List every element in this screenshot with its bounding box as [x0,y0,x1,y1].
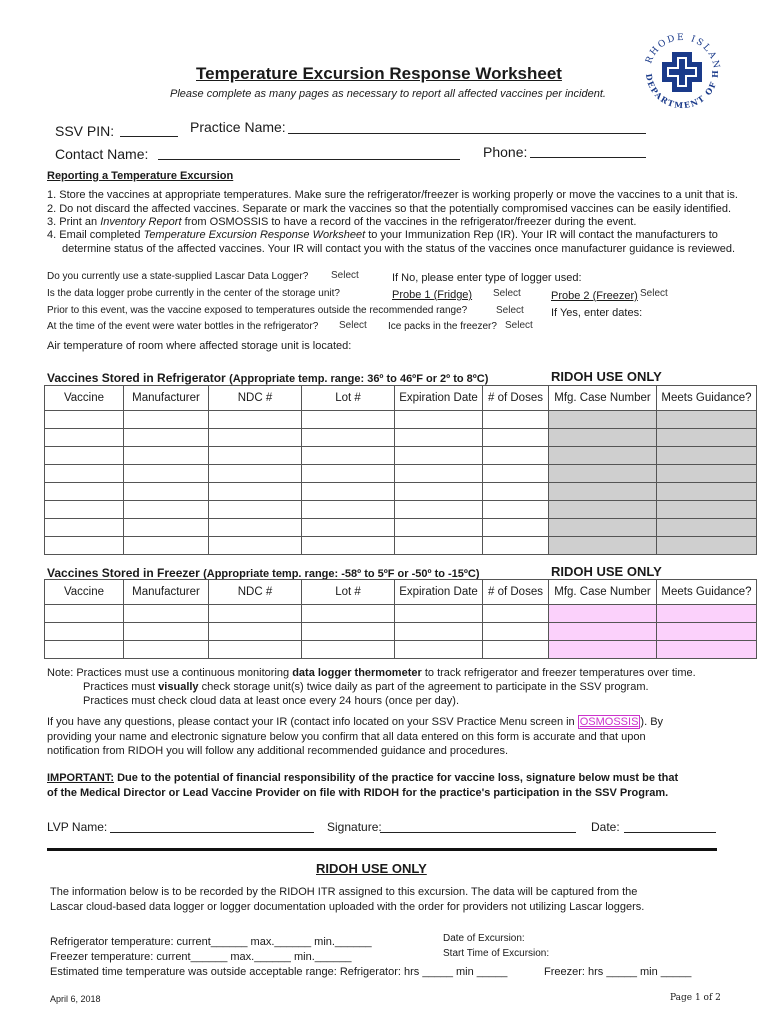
prior-exposure-select[interactable]: Select [496,305,524,316]
start-time-label: Start Time of Excursion: [443,948,550,959]
col-lot: Lot # [302,386,395,411]
questions-line-1: If you have any questions, please contact your IR (contact info located on your SSV Practice Menu screen in OSMOSSIS ). By [47,716,664,728]
ridoh-seal-icon [632,22,732,122]
fridge-table [44,385,757,555]
col-doses: # of Doses [483,580,549,605]
freezer-header-row [45,580,757,605]
col-ndc: NDC # [209,580,302,605]
lvp-name-field[interactable] [110,832,314,833]
question-air-temp: Air temperature of room where affected storage unit is located: [47,340,352,352]
col-meets-guidance: Meets Guidance? [657,580,757,605]
step-1: 1. Store the vaccines at appropriate temperatures. Make sure the refrigerator/freezer is working properly or move the vaccines to a unit that is. [47,189,738,201]
svg-text:RHODE ISLAND: RHODE ISLAN [644,32,722,72]
osmossis-link[interactable]: OSMOSSIS [579,716,639,728]
col-manufacturer: Manufacturer [124,580,209,605]
col-lot: Lot # [302,580,395,605]
col-mfg-case: Mfg. Case Number [549,386,657,411]
questions-line-3: notification from RIDOH you will follow any additional recommended guidance and procedures. [47,745,509,757]
table-row [45,465,757,483]
section-divider [47,848,717,851]
step-4-cont: determine status of the affected vaccines. Your IR will contact you with the status of the vaccines once manufacturer guidance is reviewed. [62,243,735,255]
important-line-1: IMPORTANT: Due to the potential of financial responsibility of the practice for vaccine loss, signature below must be that [47,772,679,784]
practice-name-label: Practice Name: [190,119,286,135]
signature-label: Signature: [327,820,382,834]
contact-name-label: Contact Name: [55,146,149,162]
col-manufacturer: Manufacturer [124,386,209,411]
freezer-table-heading: Vaccines Stored in Freezer (Appropriate temp. range: -58º to 5ºF or -50º to -15ºC) [47,566,480,580]
col-vaccine: Vaccine [45,580,124,605]
fridge-table-heading: Vaccines Stored in Refrigerator (Appropriate temp. range: 36º to 46ºF or 2º to 8ºC) [47,371,489,385]
table-row [45,429,757,447]
ridoh-para-1: The information below is to be recorded by the RIDOH ITR assigned to this excursion. The data will be captured from the [50,886,638,898]
table-row [45,519,757,537]
question-water-bottles: At the time of the event were water bottles in the refrigerator? [47,321,319,332]
note-line-3: Practices must check cloud data at least once every 24 hours (once per day). [83,695,460,707]
svg-text:DEPARTMENT OF HEALTH: DEPARTMENT OF H [643,68,721,111]
table-row [45,641,757,659]
date-excursion-label: Date of Excursion: [443,933,525,944]
probe2-select[interactable]: Select [640,288,668,299]
ice-packs-select[interactable]: Select [505,320,533,331]
question-lascar: Do you currently use a state-supplied Lascar Data Logger? [47,271,309,282]
step-3: 3. Print an Inventory Report from OSMOSSIS to have a record of the vaccines in the refrigerator/freezer during the event. [47,216,637,228]
col-expiration: Expiration Date [395,580,483,605]
water-bottles-select[interactable]: Select [339,320,367,331]
note-line-1: Note: Practices must use a continuous monitoring data logger thermometer to track refrigerator and freezer temperatures over time. [47,667,696,679]
freezer-estimated-line: Freezer: hrs _____ min _____ [544,966,692,978]
fridge-temp-line: Refrigerator temperature: current______ max.______ min.______ [50,936,372,948]
ssv-pin-label: SSV PIN: [55,123,115,139]
freezer-temp-line: Freezer temperature: current______ max.______ min.______ [50,951,352,963]
ridoh-logo [632,22,732,122]
table-row [45,623,757,641]
page-subtitle: Please complete as many pages as necessary to report all affected vaccines per incident. [170,88,606,100]
table-row [45,483,757,501]
date-label: Date: [591,820,620,834]
ssv-pin-field[interactable] [120,136,178,137]
table-row [45,501,757,519]
col-ndc: NDC # [209,386,302,411]
table-row [45,411,757,429]
important-line-2: of the Medical Director or Lead Vaccine Provider on file with RIDOH for the practice's participation in the SSV Program. [47,787,669,799]
fridge-ridoh-label: RIDOH USE ONLY [551,369,662,384]
fridge-header-row [45,386,757,411]
signature-field[interactable] [380,832,576,833]
question-ice-packs: Ice packs in the freezer? [388,321,497,332]
freezer-ridoh-label: RIDOH USE ONLY [551,564,662,579]
if-yes-dates-label: If Yes, enter dates: [551,307,643,319]
practice-name-field[interactable] [288,133,646,134]
probe1-select[interactable]: Select [493,288,521,299]
question-probe: Is the data logger probe currently in the center of the storage unit? [47,288,340,299]
phone-field[interactable] [530,157,646,158]
contact-name-field[interactable] [158,159,460,160]
footer-date: April 6, 2018 [50,994,101,1004]
table-row [45,447,757,465]
col-doses: # of Doses [483,386,549,411]
step-2: 2. Do not discard the affected vaccines. Separate or mark the vaccines so that the potentially compromised vaccines can be easily identified. [47,203,731,215]
footer-page: Page 1 of 2 [670,993,721,1003]
col-vaccine: Vaccine [45,386,124,411]
question-prior-exposure: Prior to this event, was the vaccine exposed to temperatures outside the recommended range? [47,305,468,316]
col-expiration: Expiration Date [395,386,483,411]
lvp-name-label: LVP Name: [47,820,108,834]
probe2-label: Probe 2 (Freezer) [551,290,638,302]
col-mfg-case: Mfg. Case Number [549,580,657,605]
reporting-heading: Reporting a Temperature Excursion [47,170,234,182]
lascar-select[interactable]: Select [331,270,359,281]
page-title: Temperature Excursion Response Worksheet [196,64,562,83]
estimated-time-line: Estimated time temperature was outside acceptable range: Refrigerator: hrs _____ min _____ [50,966,508,978]
ridoh-section-heading: RIDOH USE ONLY [316,861,427,876]
date-field[interactable] [624,832,716,833]
logger-type-label: If No, please enter type of logger used: [392,272,582,284]
ridoh-para-2: Lascar cloud-based data logger or logger documentation uploaded with the order for providers not utilizing Lascar loggers. [50,901,645,913]
freezer-table [44,579,757,659]
step-4: 4. Email completed Temperature Excursion Response Worksheet to your Immunization Rep (IR). Your IR will contact the manufacturers to [47,229,718,241]
questions-line-2: providing your name and electronic signature below you confirm that all data entered on this form is accurate and that upon [47,731,646,743]
table-row [45,537,757,555]
phone-label: Phone: [483,144,528,160]
probe1-label: Probe 1 (Fridge) [392,289,473,301]
col-meets-guidance: Meets Guidance? [657,386,757,411]
note-line-2: Practices must visually check storage unit(s) twice daily as part of the agreement to participate in the SSV program. [83,681,649,693]
table-row [45,605,757,623]
